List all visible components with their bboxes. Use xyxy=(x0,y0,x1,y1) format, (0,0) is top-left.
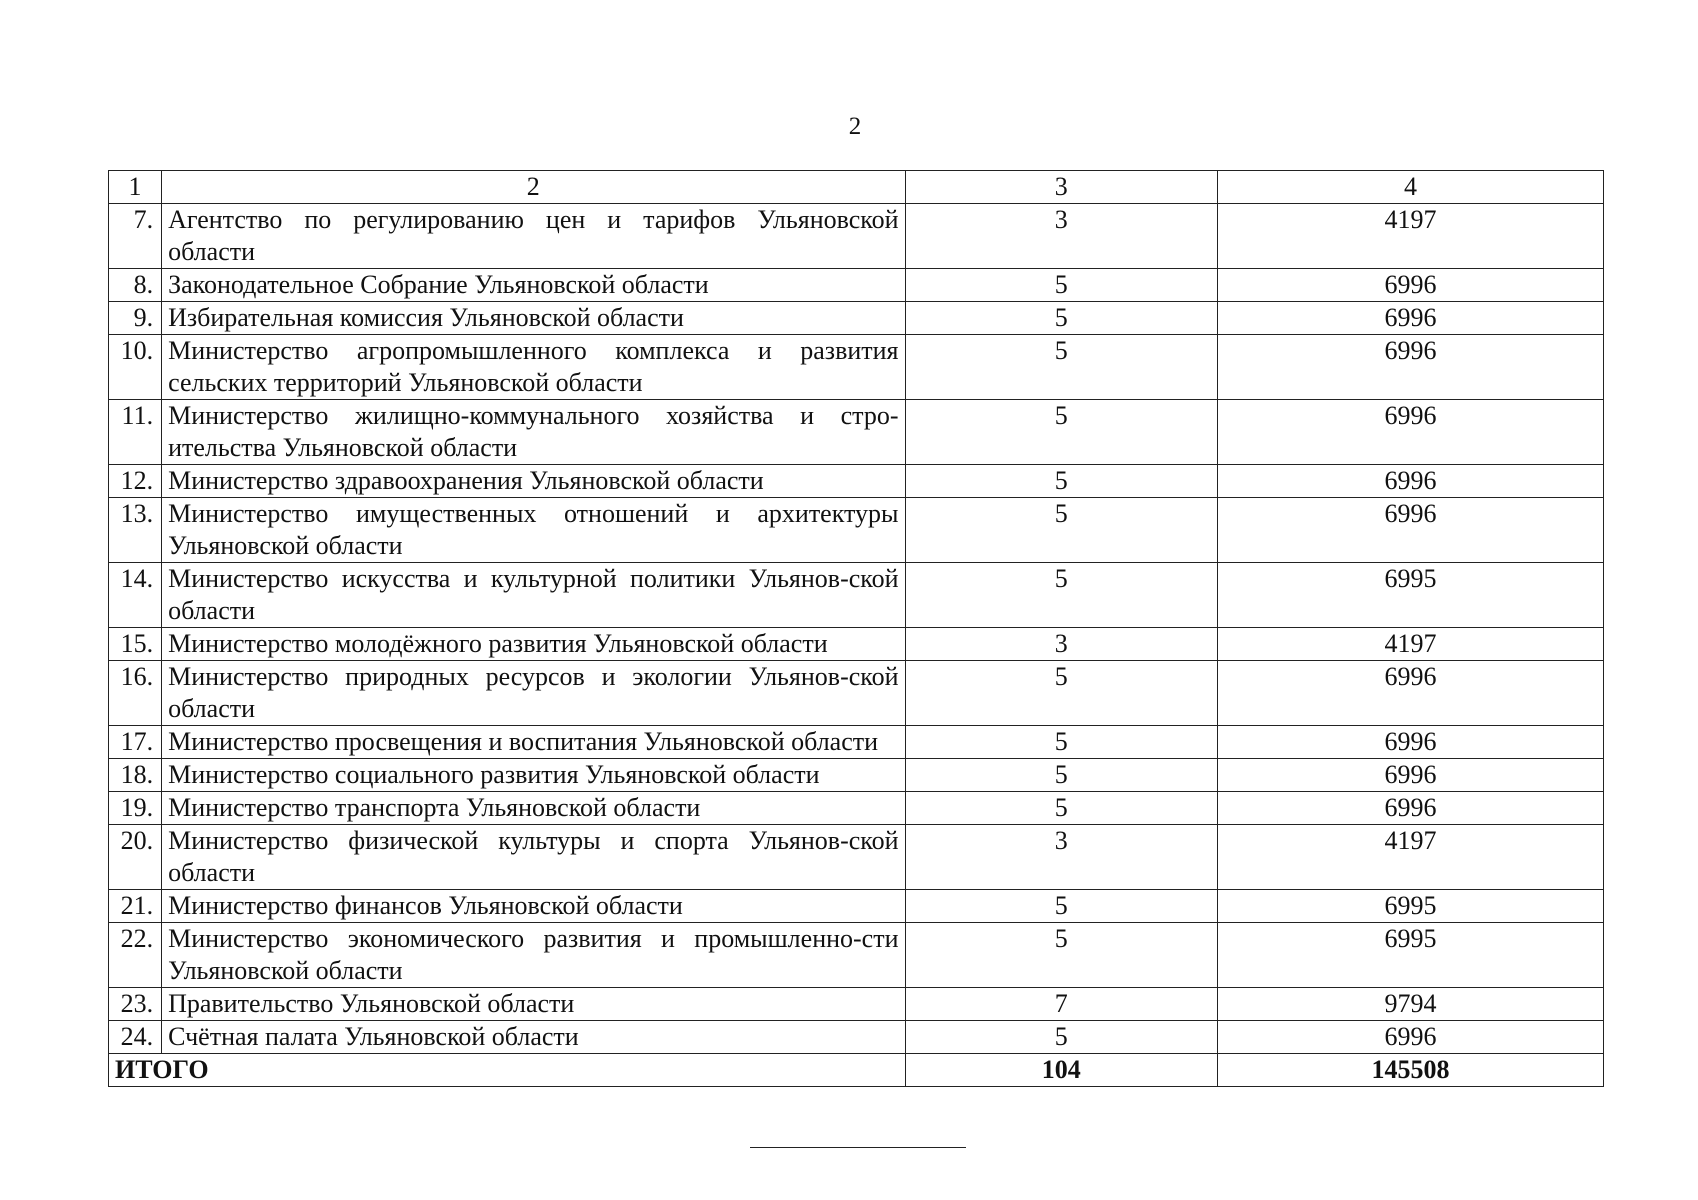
table-row xyxy=(109,498,1604,563)
header-cell-4: 4 xyxy=(1217,171,1603,204)
count-cell: 5 xyxy=(905,302,1217,335)
organization-name: Министерство молодёжного развития Ульяновской области xyxy=(162,628,905,661)
table-row xyxy=(109,923,1604,988)
table-row xyxy=(109,759,1604,792)
count-cell: 5 xyxy=(905,792,1217,825)
table-row xyxy=(109,792,1604,825)
organization-name: Министерство жилищно-коммунального хозяйства и стро-ительства Ульяновской области xyxy=(162,400,905,465)
amount-cell: 4197 xyxy=(1217,204,1603,269)
count-cell: 5 xyxy=(905,563,1217,628)
amount-cell: 6996 xyxy=(1217,302,1603,335)
count-cell: 5 xyxy=(905,759,1217,792)
header-cell-1: 1 xyxy=(109,171,162,204)
count-cell: 5 xyxy=(905,1021,1217,1054)
organization-name: Министерство просвещения и воспитания Ульяновской области xyxy=(162,726,905,759)
table-header-row xyxy=(109,171,1604,204)
count-cell: 5 xyxy=(905,400,1217,465)
amount-cell: 6996 xyxy=(1217,661,1603,726)
row-number: 7. xyxy=(109,204,162,269)
table-row xyxy=(109,825,1604,890)
total-label: ИТОГО xyxy=(109,1054,906,1087)
organization-name: Счётная палата Ульяновской области xyxy=(162,1021,905,1054)
allocation-table xyxy=(108,170,1604,1087)
count-cell: 3 xyxy=(905,204,1217,269)
amount-cell: 4197 xyxy=(1217,825,1603,890)
row-number: 17. xyxy=(109,726,162,759)
table-row xyxy=(109,661,1604,726)
row-number: 15. xyxy=(109,628,162,661)
table-row xyxy=(109,726,1604,759)
amount-cell: 6995 xyxy=(1217,923,1603,988)
row-number: 12. xyxy=(109,465,162,498)
amount-cell: 6996 xyxy=(1217,400,1603,465)
count-cell: 3 xyxy=(905,628,1217,661)
organization-name: Министерство здравоохранения Ульяновской области xyxy=(162,465,905,498)
table-row xyxy=(109,400,1604,465)
table-row xyxy=(109,1021,1604,1054)
row-number: 13. xyxy=(109,498,162,563)
row-number: 10. xyxy=(109,335,162,400)
organization-name: Законодательное Собрание Ульяновской области xyxy=(162,269,905,302)
amount-cell: 6996 xyxy=(1217,335,1603,400)
count-cell: 5 xyxy=(905,269,1217,302)
table-row xyxy=(109,204,1604,269)
table-row xyxy=(109,465,1604,498)
amount-cell: 6995 xyxy=(1217,890,1603,923)
header-cell-3: 3 xyxy=(905,171,1217,204)
amount-cell: 6995 xyxy=(1217,563,1603,628)
row-number: 20. xyxy=(109,825,162,890)
amount-cell: 6996 xyxy=(1217,1021,1603,1054)
organization-name: Министерство физической культуры и спорта Ульянов-ской области xyxy=(162,825,905,890)
amount-cell: 6996 xyxy=(1217,759,1603,792)
amount-cell: 4197 xyxy=(1217,628,1603,661)
count-cell: 5 xyxy=(905,890,1217,923)
table-row xyxy=(109,335,1604,400)
count-cell: 5 xyxy=(905,726,1217,759)
count-cell: 5 xyxy=(905,498,1217,563)
table-row xyxy=(109,563,1604,628)
organization-name: Министерство искусства и культурной политики Ульянов-ской области xyxy=(162,563,905,628)
amount-cell: 6996 xyxy=(1217,465,1603,498)
table-row xyxy=(109,269,1604,302)
amount-cell: 9794 xyxy=(1217,988,1603,1021)
table-row xyxy=(109,988,1604,1021)
total-count: 104 xyxy=(905,1054,1217,1087)
count-cell: 5 xyxy=(905,923,1217,988)
table-row xyxy=(109,302,1604,335)
organization-name: Министерство финансов Ульяновской области xyxy=(162,890,905,923)
page-number: 2 xyxy=(848,113,862,140)
row-number: 22. xyxy=(109,923,162,988)
end-of-document-line xyxy=(750,1147,966,1148)
row-number: 21. xyxy=(109,890,162,923)
amount-cell: 6996 xyxy=(1217,726,1603,759)
amount-cell: 6996 xyxy=(1217,498,1603,563)
row-number: 11. xyxy=(109,400,162,465)
row-number: 8. xyxy=(109,269,162,302)
organization-name: Министерство транспорта Ульяновской области xyxy=(162,792,905,825)
total-amount: 145508 xyxy=(1217,1054,1603,1087)
row-number: 19. xyxy=(109,792,162,825)
amount-cell: 6996 xyxy=(1217,269,1603,302)
count-cell: 5 xyxy=(905,335,1217,400)
table-row xyxy=(109,890,1604,923)
organization-name: Министерство социального развития Ульяновской области xyxy=(162,759,905,792)
row-number: 24. xyxy=(109,1021,162,1054)
table-row xyxy=(109,628,1604,661)
count-cell: 3 xyxy=(905,825,1217,890)
organization-name: Агентство по регулированию цен и тарифов Ульяновской области xyxy=(162,204,905,269)
row-number: 18. xyxy=(109,759,162,792)
count-cell: 5 xyxy=(905,465,1217,498)
count-cell: 5 xyxy=(905,661,1217,726)
count-cell: 7 xyxy=(905,988,1217,1021)
total-row xyxy=(109,1054,1604,1087)
organization-name: Избирательная комиссия Ульяновской области xyxy=(162,302,905,335)
organization-name: Министерство природных ресурсов и экологии Ульянов-ской области xyxy=(162,661,905,726)
row-number: 16. xyxy=(109,661,162,726)
organization-name: Министерство экономического развития и промышленно-сти Ульяновской области xyxy=(162,923,905,988)
header-cell-2: 2 xyxy=(162,171,905,204)
organization-name: Министерство имущественных отношений и архитектуры Ульяновской области xyxy=(162,498,905,563)
row-number: 9. xyxy=(109,302,162,335)
row-number: 23. xyxy=(109,988,162,1021)
row-number: 14. xyxy=(109,563,162,628)
organization-name: Министерство агропромышленного комплекса и развития сельских территорий Ульяновской области xyxy=(162,335,905,400)
organization-name: Правительство Ульяновской области xyxy=(162,988,905,1021)
table-body xyxy=(109,171,1604,1087)
amount-cell: 6996 xyxy=(1217,792,1603,825)
